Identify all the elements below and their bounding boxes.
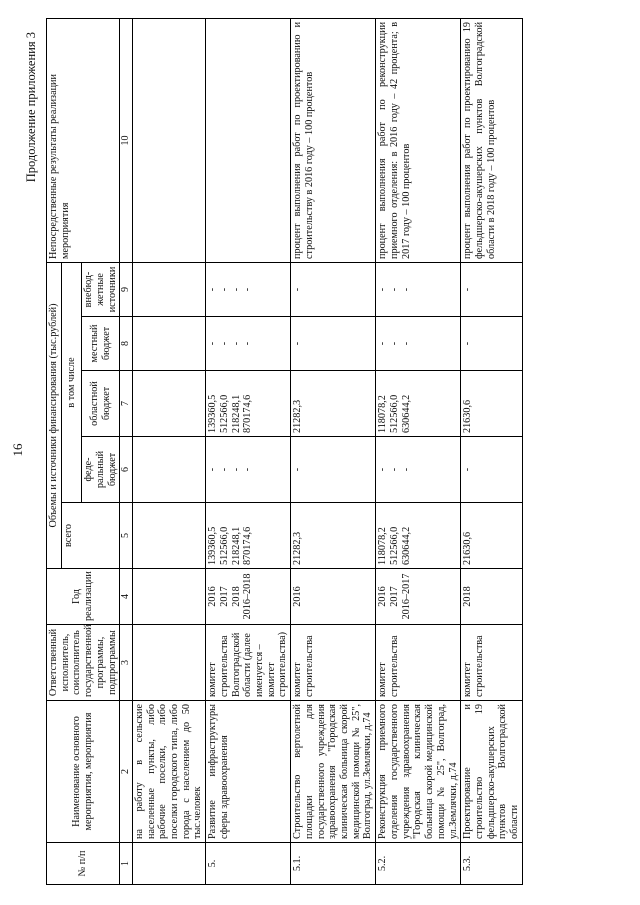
row-total-value: 218248,1 — [230, 526, 242, 565]
column-number-row — [120, 18, 133, 884]
row-federal — [376, 437, 461, 503]
row-regional-value: 21630,6 — [462, 399, 474, 433]
row-extrabudget-value: - — [230, 287, 242, 292]
row-regional-value: 630644,2 — [400, 394, 412, 433]
row-local — [461, 317, 523, 371]
row-total-value: 512566,0 — [388, 526, 400, 565]
row-extrabudget-value: - — [292, 287, 304, 292]
row-local-value: - — [388, 341, 400, 346]
row-regional-value: 139360,5 — [207, 394, 219, 433]
row-total-value: 870174,6 — [242, 526, 254, 565]
row-regional-value: 512566,0 — [388, 394, 400, 433]
header-financing: Объемы и источники финансирования (тыс.рублей) — [47, 262, 62, 568]
row-local — [291, 317, 376, 371]
row-federal — [132, 437, 205, 503]
header-including: в том числе — [61, 262, 81, 502]
row-result: процент выполнения работ по проектированию и строительству в 2016 году – 100 процентов — [291, 18, 376, 262]
row-regional — [132, 371, 205, 437]
row-responsible — [132, 625, 205, 701]
column-number: 5 — [120, 503, 133, 569]
row-local-value: - — [230, 341, 242, 346]
row-years-value: 2016 — [292, 586, 304, 607]
header-extrabudget: внебюд-жетные источники — [82, 262, 120, 316]
row-regional — [376, 371, 461, 437]
row-name: Проектирование и строительство 19 фельдшерско-акушерских пунктов Волгоградской области — [461, 701, 523, 843]
row-extrabudget — [376, 262, 461, 316]
row-result — [132, 18, 205, 262]
row-regional-value: 512566,0 — [218, 394, 230, 433]
row-federal — [206, 437, 291, 503]
row-years-value: 2017 — [218, 586, 230, 607]
row-years-value: 2016–2018 — [242, 573, 254, 620]
row-years-value: 2018 — [462, 586, 474, 607]
row-regional-value: 21282,3 — [292, 399, 304, 433]
row-number: 5.1. — [291, 843, 376, 885]
row-total — [376, 503, 461, 569]
column-number: 6 — [120, 437, 133, 503]
row-local-value: - — [292, 341, 304, 346]
row-total-value: 512566,0 — [218, 526, 230, 565]
row-result — [206, 18, 291, 262]
table-row — [206, 18, 291, 884]
row-local — [376, 317, 461, 371]
row-local-value: - — [400, 341, 412, 346]
row-federal-value: - — [218, 467, 230, 472]
row-extrabudget — [206, 262, 291, 316]
row-number: 5.2. — [376, 843, 461, 885]
header-results: Непосредственные результаты реализации мероприятия — [47, 18, 120, 262]
row-years-value: 2016 — [207, 586, 219, 607]
row-years-value: 2016 — [377, 586, 389, 607]
row-extrabudget-value: - — [218, 287, 230, 292]
row-extrabudget-value: - — [388, 287, 400, 292]
row-responsible: комитет строительства — [461, 625, 523, 701]
row-total — [291, 503, 376, 569]
column-number: 1 — [120, 843, 133, 885]
row-years — [132, 569, 205, 625]
header-responsible: Ответственный исполнитель, соисполнитель государственной программы, подпрограммы — [47, 625, 120, 701]
row-federal — [291, 437, 376, 503]
column-number: 8 — [120, 317, 133, 371]
row-federal-value: - — [230, 467, 242, 472]
column-number: 7 — [120, 371, 133, 437]
header-federal: феде-ральный бюджет — [82, 437, 120, 503]
row-regional-value: 118078,2 — [377, 395, 389, 433]
row-number: 5.3. — [461, 843, 523, 885]
row-years — [291, 569, 376, 625]
row-extrabudget-value: - — [207, 287, 219, 292]
continuation-note: Продолжение приложения 3 — [24, 32, 38, 183]
table-row — [461, 18, 523, 884]
row-local-value: - — [207, 341, 219, 346]
row-responsible: комитет строительства — [291, 625, 376, 701]
row-number: 5. — [206, 843, 291, 885]
row-result: процент выполнения работ по реконструкции приемного отделения: в 2016 году – 42 процента; в 2017 году – 100 процентов — [376, 18, 461, 262]
table-row — [376, 18, 461, 884]
row-local-value: - — [462, 341, 474, 346]
row-federal-value: - — [242, 467, 254, 472]
row-responsible: комитет строительства Волгоградской области (далее именуется – комитет строительства) — [206, 625, 291, 701]
financing-table — [46, 18, 523, 885]
row-total — [132, 503, 205, 569]
row-years-value: 2016–2017 — [400, 573, 412, 620]
row-federal-value: - — [462, 467, 474, 472]
column-number: 9 — [120, 262, 133, 316]
table-row — [132, 18, 205, 884]
row-regional-value: 218248,1 — [230, 394, 242, 433]
column-number: 3 — [120, 625, 133, 701]
row-result: процент выполнения работ по проектированию 19 фельдшерско-акушерских пунктов Волгоградской области в 2018 году – 100 процентов — [461, 18, 523, 262]
row-name: Развитие инфраструктуры сферы здравоохранения — [206, 701, 291, 843]
row-extrabudget — [461, 262, 523, 316]
row-federal-value: - — [292, 467, 304, 472]
row-federal-value: - — [377, 467, 389, 472]
row-total — [206, 503, 291, 569]
row-total-value: 630644,2 — [400, 526, 412, 565]
header-year: Год реализации — [47, 569, 120, 625]
row-years-value: 2018 — [230, 586, 242, 607]
page-number: 16 — [10, 443, 25, 457]
column-number: 2 — [120, 701, 133, 843]
row-extrabudget-value: - — [242, 287, 254, 292]
row-years — [206, 569, 291, 625]
header-name: Наименование основного мероприятия, мероприятия — [47, 701, 120, 843]
header-num: № п/п — [47, 843, 120, 885]
row-regional — [206, 371, 291, 437]
table-row — [291, 18, 376, 884]
row-extrabudget-value: - — [377, 287, 389, 292]
row-local-value: - — [218, 341, 230, 346]
header-regional: областной бюджет — [82, 371, 120, 437]
column-number: 10 — [120, 18, 133, 262]
header-local: местный бюджет — [82, 317, 120, 371]
header-total: всего — [61, 503, 120, 569]
row-federal-value: - — [207, 467, 219, 472]
row-local — [206, 317, 291, 371]
row-years-value: 2017 — [388, 586, 400, 607]
row-extrabudget — [132, 262, 205, 316]
row-federal-value: - — [400, 467, 412, 472]
table-body — [132, 18, 522, 884]
row-local-value: - — [242, 341, 254, 346]
row-total-value: 21282,3 — [292, 531, 304, 565]
column-number: 4 — [120, 569, 133, 625]
row-years — [376, 569, 461, 625]
row-total-value: 139360,5 — [207, 526, 219, 565]
row-federal — [461, 437, 523, 503]
row-name: Реконструкция приемного отделения государственного учреждения здравоохранения "Городская клиническая больница скорой медицинской помощи № 25", Волгоград, ул.Землячки, д.74 — [376, 701, 461, 843]
row-total — [461, 503, 523, 569]
row-number — [132, 843, 205, 885]
row-responsible: комитет строительства — [376, 625, 461, 701]
row-total-value: 21630,6 — [462, 531, 474, 565]
row-name: на работу в сельские населенные пункты, либо рабочие поселки, либо поселки городского типа, либо города с населением до 50 тыс.человек — [132, 701, 205, 843]
row-local — [132, 317, 205, 371]
row-extrabudget — [291, 262, 376, 316]
row-local-value: - — [377, 341, 389, 346]
row-total-value: 118078,2 — [377, 527, 389, 565]
row-extrabudget-value: - — [462, 287, 474, 292]
row-extrabudget-value: - — [400, 287, 412, 292]
row-federal-value: - — [388, 467, 400, 472]
row-name: Строительство вертолетной площадки для государственного учреждения здравоохранения "Городская клиническая больница скорой медицинской помощи № 25", Волгоград, ул.Землячки, д.74 — [291, 701, 376, 843]
row-regional — [461, 371, 523, 437]
row-regional — [291, 371, 376, 437]
row-years — [461, 569, 523, 625]
row-regional-value: 870174,6 — [242, 394, 254, 433]
